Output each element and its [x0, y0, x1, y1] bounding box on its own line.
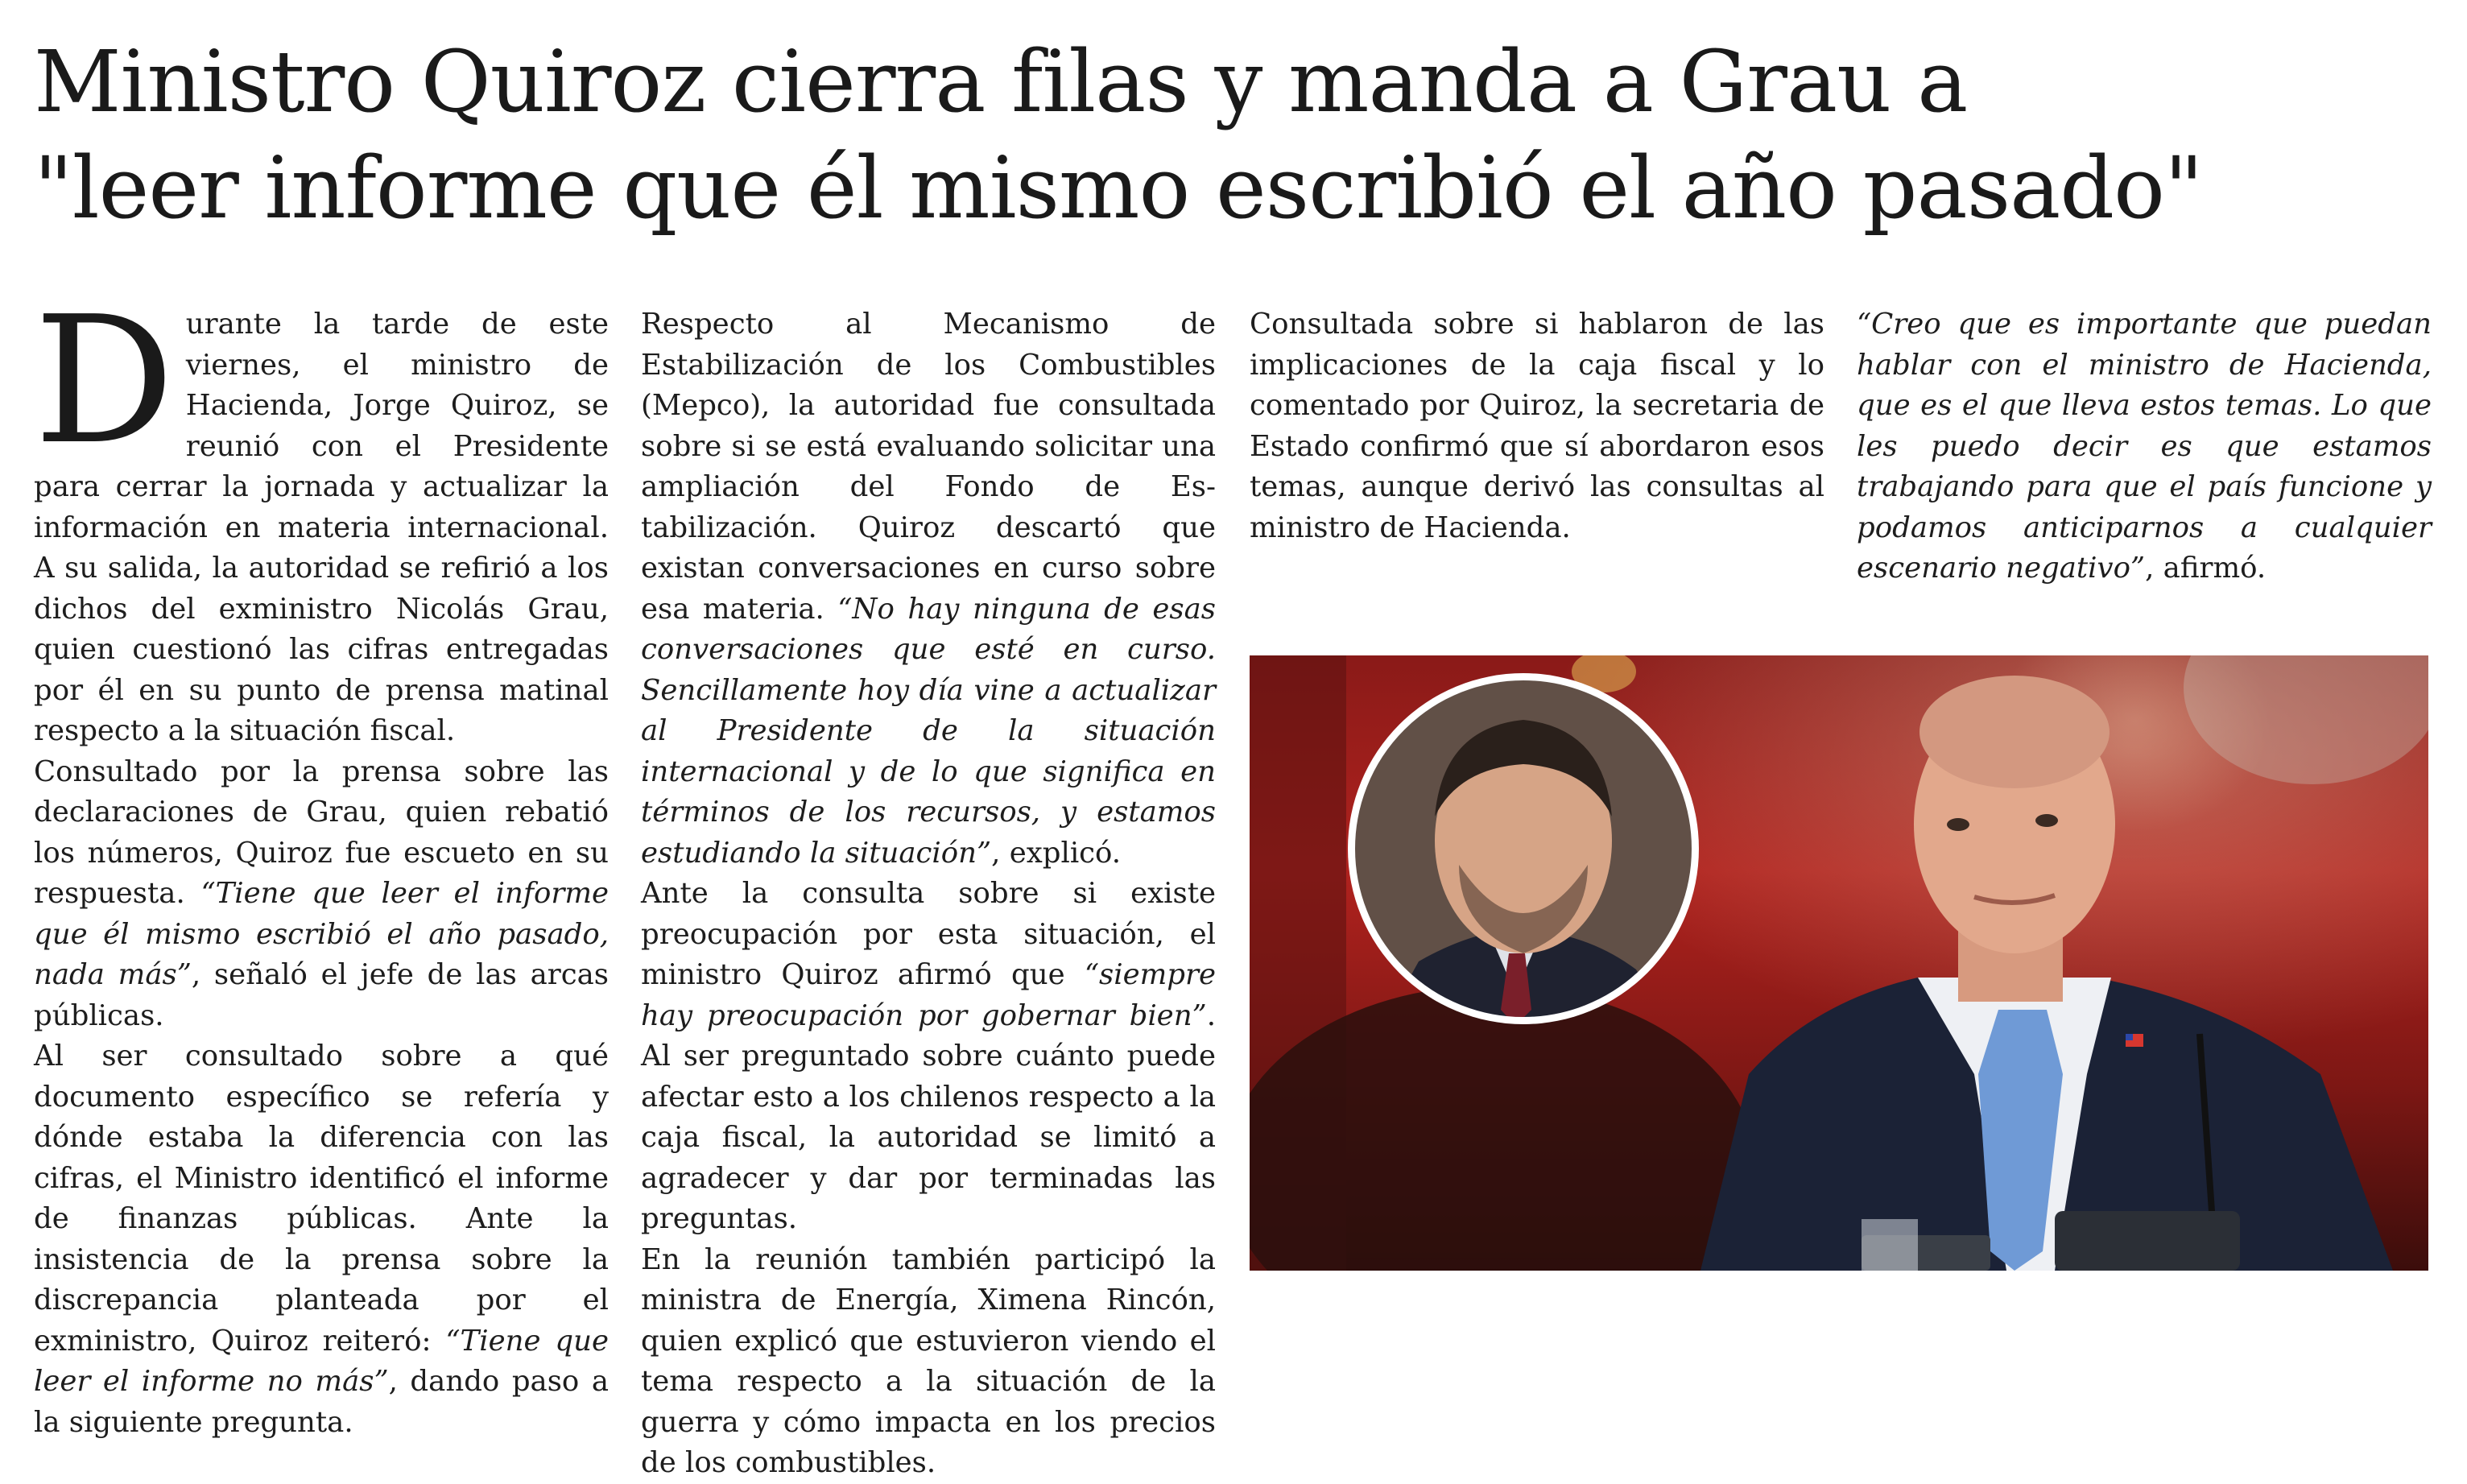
paragraph-5	[641, 874, 1216, 1240]
photo-desk-device	[2055, 1211, 2240, 1271]
article-column-1	[34, 279, 609, 1443]
paragraph-5-text-end: . Al ser preguntado sobre cuánto puede afectar esto a los chilenos respecto a la caja fiscal, la autoridad se limitó a agradecer y dar por terminadas las preguntas.	[641, 998, 1216, 1235]
paragraph-7-text: Consultada sobre si hablaron de las implicaciones de la caja fiscal y lo comentado por Quiroz, la secretaria de Estado confirmó que sí abordaron esos temas, aunque derivó las consultas al ministro de Hacienda.	[1250, 308, 1824, 544]
paragraph-3	[34, 1036, 609, 1443]
paragraph-6-text: En la reunión también participó la ministra de Energía, Ximena Rincón, quien explicó que estuvieron viendo el tema respecto a la situación de la guerra y cómo impacta en los precios de los combustibles.	[641, 1242, 1216, 1479]
paragraph-1-text: urante la tarde de este viernes, el ministro de Hacienda, Jorge Quiroz, se reunió con el Presidente para cerrar la jornada y actualizar la información en materia internacional. A su salida, la autoridad se refirió a los dichos del exministro Nicolás Grau, quien cuestionó las cifras entregadas por él en su punto de prensa matinal respecto a la situación fiscal.	[34, 308, 609, 747]
subject-eye-right	[2035, 814, 2058, 827]
photo-illustration	[1250, 655, 2428, 1271]
paragraph-7	[1250, 304, 1824, 548]
subject-forehead	[1919, 676, 2110, 788]
article-column-3	[1250, 304, 1824, 548]
paragraph-1	[34, 279, 609, 752]
paragraph-8	[1857, 304, 2432, 589]
paragraph-4-text-end: , explicó.	[991, 836, 1122, 870]
paragraph-2-text-end: , señaló el jefe de las arcas públicas.	[34, 958, 609, 1032]
paragraph-4-quote: “No hay ninguna de esas conversaciones que esté en curso. Sencillamente hoy día vine a actualizar al Presidente de la situación internacional y de lo que significa en términos de los recursos, y estamos estudiando la situación”	[641, 592, 1216, 870]
article-column-2	[641, 304, 1216, 1484]
paragraph-2-quote: “Tiene que leer el informe que él mismo escribió el año pasado, nada más”	[34, 877, 609, 991]
headline-line-1: Ministro Quiroz cierra filas y manda a Grau a	[34, 32, 1968, 131]
paragraph-2	[34, 752, 609, 1037]
headline-line-2: "leer informe que él mismo escribió el año pasado"	[34, 138, 2203, 238]
paragraph-3-text: Al ser consultado sobre a qué documento específico se refería y dónde estaba la diferencia con las cifras, el Ministro identificó el informe de finanzas públicas. Ante la insistencia de la prensa sobre la discrepancia planteada por el exministro, Quiroz reiteró:	[34, 1040, 609, 1358]
photo-water-glass	[1862, 1219, 1918, 1271]
drop-cap: D	[34, 279, 175, 483]
paragraph-4	[641, 304, 1216, 874]
article-photo	[1250, 655, 2428, 1271]
article-column-4	[1857, 304, 2432, 589]
paragraph-4-text: Respecto al Mecanismo de Estabilización de los Combustibles (Mepco), la autoridad fue consultada sobre si se está evaluando solicitar una ampliación del Fondo de Estabilización. Quiroz descartó que existan conversaciones en curso sobre esa materia.	[641, 308, 1216, 626]
paragraph-2-text: Consultado por la prensa sobre las declaraciones de Grau, quien rebatió los números, Quiroz fue escueto en su respuesta.	[34, 754, 609, 910]
subject-eye-left	[1947, 818, 1969, 831]
paragraph-8-quote: “Creo que es importante que puedan hablar con el ministro de Hacienda, que es el que lleva estos temas. Lo que les puedo decir es que estamos trabajando para que el país funcione y podamos anticiparnos a cualquier escenario negativo”	[1857, 308, 2432, 585]
paragraph-6	[641, 1240, 1216, 1484]
paragraph-3-quote: “Tiene que leer el informe no más”	[34, 1324, 609, 1398]
paragraph-8-text-end: , afirmó.	[2145, 552, 2267, 585]
paragraph-5-quote: “siempre hay preocupación por gobernar bien”	[641, 958, 1216, 1032]
paragraph-5-text: Ante la consulta sobre si existe preocupación por esta situación, el ministro Quiroz afirmó que	[641, 877, 1216, 991]
paragraph-3-text-end: , dando paso a la siguiente pregunta.	[34, 1365, 609, 1439]
article-headline	[34, 29, 2433, 242]
